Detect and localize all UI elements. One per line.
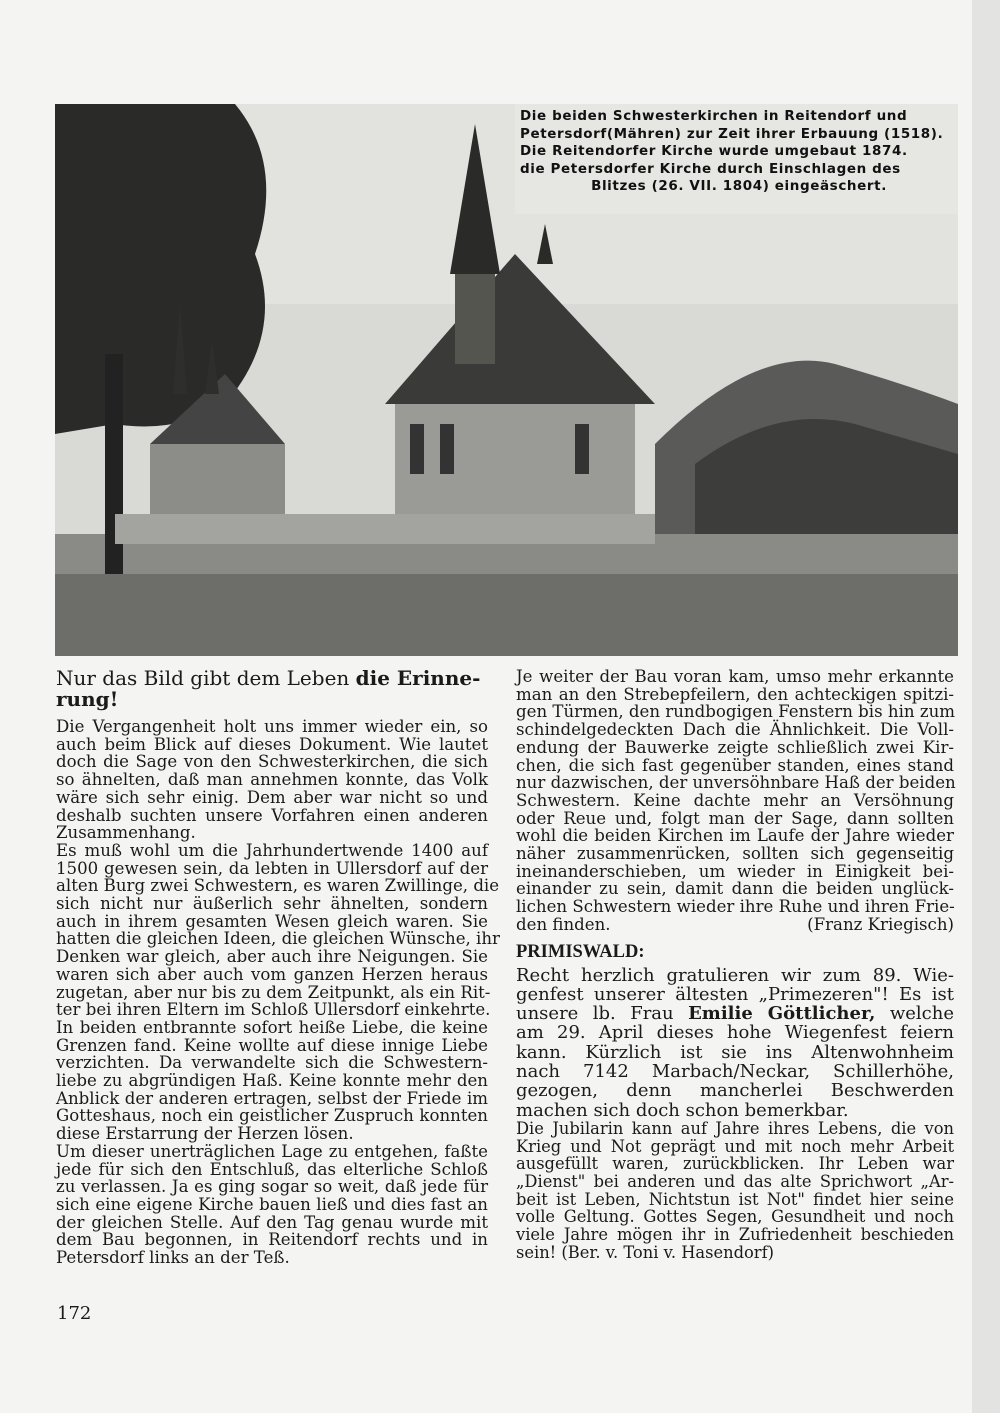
text-line: hatten die gleichen Ideen, die gleichen Wünsche, ihr (56, 929, 500, 949)
caption-line: Petersdorf(Mähren) zur Zeit ihrer Erbauung (1518). (520, 125, 944, 142)
left-column (56, 666, 500, 1268)
text-line: genfest unserer ältesten „Primezeren"! Es ist (516, 983, 954, 1005)
text-line: gezogen, denn mancherlei Beschwerden (516, 1080, 954, 1102)
text: welche (875, 1003, 955, 1025)
text-line: Recht herzlich gratulieren wir zum 89. Wie- (516, 964, 954, 986)
text-line: ineinanderschieben, um wieder in Einigkeit bei- (516, 861, 954, 881)
author: (Franz Kriegisch) (807, 914, 954, 934)
text-line: sein! (Ber. v. Toni v. Hasendorf) (516, 1242, 774, 1262)
text-line: Denken war gleich, aber auch ihre Neigungen. Sie (56, 947, 488, 967)
text-line: nur dazwischen, der unversöhnbare Haß der beiden (516, 773, 956, 793)
photo-caption (520, 108, 958, 196)
heading-bold: die Erinne- (355, 666, 481, 690)
scan-edge (972, 0, 1000, 1413)
paragraph (516, 668, 954, 916)
text-line: Krieg und Not geprägt und mit noch mehr Arbeit (516, 1136, 954, 1156)
text-line: nach 7142 Marbach/Neckar, Schillerhöhe, (516, 1061, 954, 1083)
text-line: deshalb suchten unsere Vorfahren einen anderen (56, 805, 488, 825)
text-line: Zusammenhang. (56, 823, 196, 843)
text: unsere lb. Frau (516, 1003, 689, 1025)
text-line: ausgefüllt waren, zurückblicken. Ihr Leben war (516, 1154, 954, 1174)
text-line: „Dienst" bei anderen und das alte Sprichwort „Ar- (516, 1172, 954, 1192)
text-line: beit ist Leben, Nichtstun ist Not" findet hier seine (516, 1189, 954, 1209)
text-line: wohl die beiden Kirchen im Laufe der Jahre wieder (516, 826, 954, 846)
text-line: Gotteshaus, noch ein geistlicher Zuspruch konnten (56, 1106, 488, 1126)
paragraph (56, 1143, 488, 1267)
wall (115, 514, 655, 544)
text-line: machen sich doch schon bemerkbar. (516, 1099, 849, 1121)
heading-text: Nur das Bild gibt dem Leben (56, 666, 356, 690)
text-line: 1500 gewesen sein, da lebten in Ullersdorf auf der (56, 858, 488, 878)
lines (516, 1023, 954, 1119)
text-line: alten Burg zwei Schwestern, es waren Zwillinge, die (56, 876, 500, 896)
text-line: jede für sich den Entschluß, das elterliche Schloß (56, 1159, 488, 1179)
text-line: so ähnelten, daß man annehmen konnte, das Volk (56, 770, 488, 790)
text-line: am 29. April dieses hohe Wiegenfest feiern (516, 1022, 954, 1044)
text-line: Es muß wohl um die Jahrhundertwende 1400 auf (56, 840, 488, 860)
caption-line: Die beiden Schwesterkirchen in Reitendorf und (520, 108, 908, 124)
text-line: sich nicht nur äußerlich sehr ähnelten, sondern (56, 894, 488, 914)
text-line: kann. Kürzlich ist sie ins Altenwohnheim (516, 1041, 954, 1063)
text-line: Um dieser unerträglichen Lage zu entgehen, faßte (56, 1141, 488, 1161)
lines (516, 966, 954, 1005)
text-line: endung der Bauwerke zeigte schließlich zwei Kir- (516, 737, 954, 757)
text-line: Grenzen fand. Keine wollte auf diese innige Liebe (56, 1035, 488, 1055)
text-line: liebe zu abgründigen Haß. Keine konnte mehr den (56, 1071, 488, 1091)
text-line: verzichten. Da verwandelte sich die Schwestern- (56, 1053, 488, 1073)
heading-bold: rung! (56, 687, 119, 711)
text-line: lichen Schwestern wieder ihre Ruhe und ihren Frie- (516, 897, 955, 917)
paragraph (56, 840, 500, 1144)
paragraph (516, 966, 954, 1120)
text-line: Die Jubilarin kann auf Jahre ihres Lebens, die von (516, 1118, 954, 1138)
text-line: einander zu sein, damit dann die beiden unglück- (516, 879, 954, 899)
caption-line: Die Reitendorfer Kirche wurde umgebaut 1874. (520, 143, 908, 159)
text-line: der gleichen Stelle. Auf den Tag genau wurde mit (56, 1212, 488, 1232)
text-line: chen, die sich fast gegenüber standen, eines stand (516, 755, 954, 775)
text-line: waren sich aber auch vom ganzen Herzen heraus (56, 964, 488, 984)
page-number: 172 (57, 1303, 92, 1324)
text-line: schindelgedeckten Dach die Ähnlichkeit. Die Voll- (516, 720, 954, 740)
right-column (516, 668, 954, 1262)
text-line: doch die Sage von den Schwesterkirchen, die sich (56, 752, 488, 772)
text-line: den finden. (516, 914, 611, 934)
text-line: diese Erstarrung der Herzen lösen. (56, 1124, 354, 1144)
text-line: zugetan, aber nur bis zu dem Zeitpunkt, als ein Rit- (56, 982, 491, 1002)
text-line: zu verlassen. Ja es ging sogar so weit, daß jede für (56, 1177, 488, 1197)
text-line: näher zusammenrücken, sollten sich gegenseitig (516, 844, 954, 864)
text-line: sich eine eigene Kirche bauen ließ und dies fast an (56, 1194, 488, 1214)
paragraph (516, 1120, 954, 1262)
signature-line (516, 916, 954, 934)
text-line: Anblick der anderen ertragen, selbst der Friede im (56, 1088, 488, 1108)
text-line: dem Bau begonnen, in Reitendorf rechts und in (56, 1230, 488, 1250)
section-heading: PRIMISWALD: (516, 941, 645, 962)
text-line: auch in ihrem gesamten Wesen gleich waren. Sie (56, 911, 488, 931)
text-line: Die Vergangenheit holt uns immer wieder ein, so (56, 717, 488, 736)
text-line: Petersdorf links an der Teß. (56, 1248, 290, 1268)
text-line: ter bei ihren Eltern im Schloß Ullersdorf einkehrte. (56, 1000, 491, 1020)
text-line: man an den Strebepfeilern, den achteckigen spitzi- (516, 684, 954, 704)
text-line: gen Türmen, den rundbogigen Fenstern bis hin zum (516, 702, 956, 722)
text-line: volle Geltung. Gottes Segen, Gesundheit und noch (516, 1207, 954, 1227)
text-line: Je weiter der Bau voran kam, umso mehr erkannte (516, 667, 954, 686)
text-line: wäre sich sehr einig. Dem aber war nicht so und (56, 787, 488, 807)
article-heading (56, 668, 488, 710)
text-line: viele Jahre mögen ihr in Zufriedenheit beschieden (516, 1225, 954, 1245)
paragraph (56, 718, 488, 842)
text-line: In beiden entbrannte sofort heiße Liebe, die keine (56, 1017, 488, 1037)
person-name: Emilie Göttlicher, (688, 1003, 876, 1025)
text-line: auch beim Blick auf dieses Dokument. Wie lautet (56, 734, 488, 754)
text-line: Schwestern. Keine dachte mehr an Versöhnung (516, 790, 954, 810)
tree-left (55, 104, 266, 434)
caption-line: die Petersdorfer Kirche durch Einschlagen des (520, 160, 901, 177)
caption-line: Blitzes (26. VII. 1804) eingeäschert. (591, 178, 887, 194)
text-line: oder Reue und, folgt man der Sage, dann sollten (516, 808, 954, 828)
